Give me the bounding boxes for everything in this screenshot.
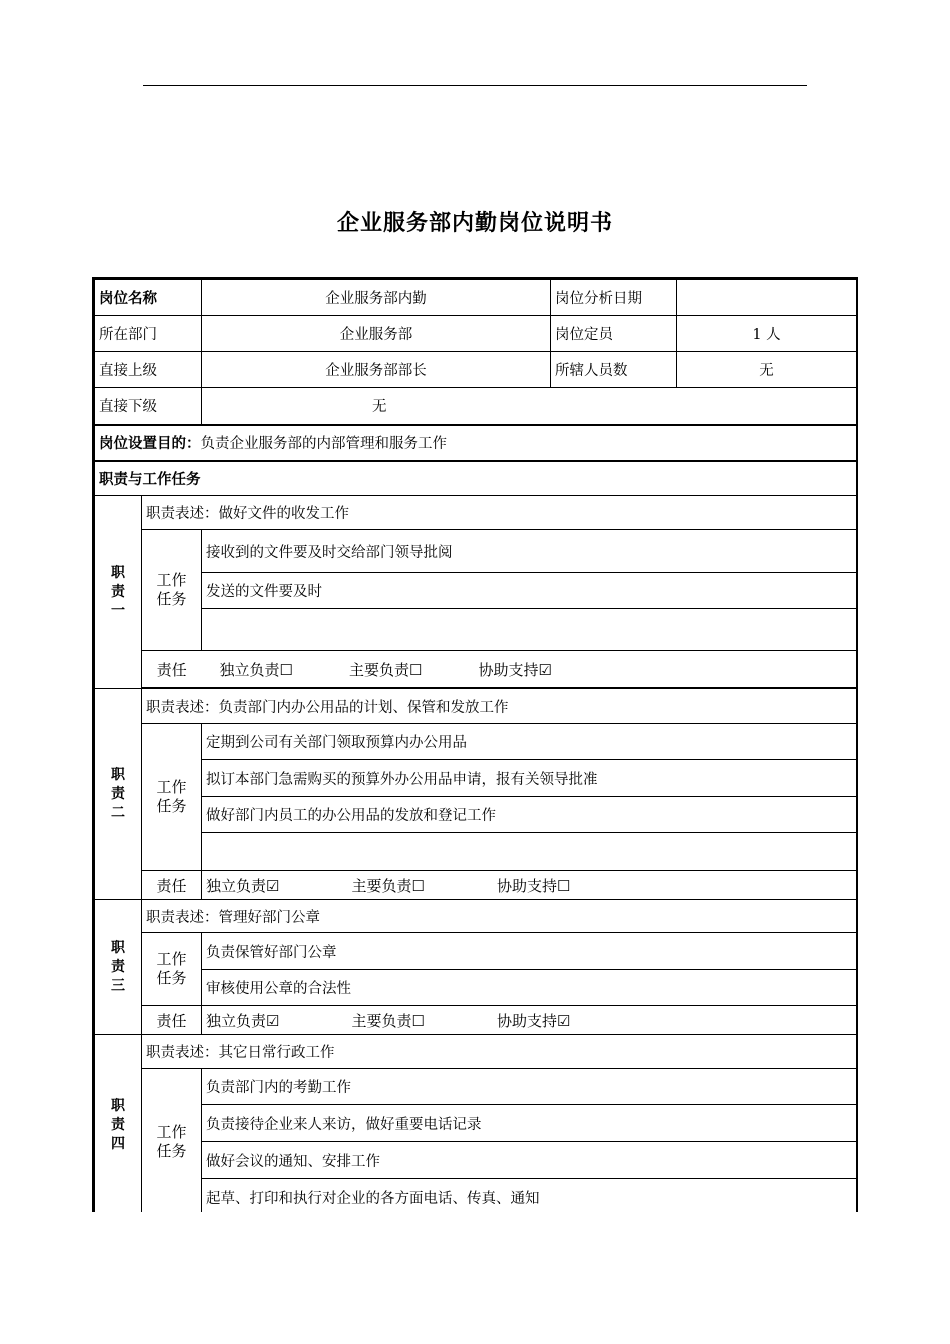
subordinate-label: 直接下级 (95, 388, 202, 425)
duty-1-description-row (95, 496, 857, 530)
headcount-label: 岗位定员 (551, 316, 677, 352)
subordinate-count-label: 所辖人员数 (551, 352, 677, 388)
assist-checkbox[interactable]: ☑ (556, 1011, 571, 1030)
duty-3-label: 职 责 三 (95, 900, 142, 1035)
info-row-dept (95, 316, 857, 352)
headcount-value: 1 人 (677, 316, 857, 352)
duty-3-description: 职责表述：管理好部门公章 (142, 900, 857, 933)
duty-1-task-3 (202, 609, 857, 651)
duty-2-task-row (95, 797, 857, 833)
purpose-label: 岗位设置目的： (99, 436, 201, 452)
duty-2-responsibility-row (95, 871, 857, 900)
duty-4-task-row (95, 1142, 857, 1179)
main-label: 主要负责 (351, 1011, 412, 1030)
duty-4-task-label: 工作 任务 (142, 1069, 202, 1213)
duty-4-task-row (95, 1105, 857, 1142)
purpose-cell (95, 425, 857, 461)
duty-2-task-label: 工作 任务 (142, 724, 202, 871)
department-value: 企业服务部 (202, 316, 551, 352)
duty-2-description: 职责表述：负责部门内办公用品的计划、保管和发放工作 (142, 689, 857, 724)
section-title: 职责与工作任务 (95, 461, 857, 496)
duty-1-task-label: 工作 任务 (142, 530, 202, 651)
purpose-value: 负责企业服务部的内部管理和服务工作 (200, 436, 447, 452)
duty-1-description: 职责表述：做好文件的收发工作 (142, 496, 857, 530)
duty-4-task-4: 起草、打印和执行对企业的各方面电话、传真、通知 (202, 1179, 857, 1213)
header-rule (143, 85, 807, 86)
main-label: 主要负责 (351, 876, 412, 895)
duty-1-task-2: 发送的文件要及时 (202, 573, 857, 609)
duty-2-task-row (95, 724, 857, 760)
independent-label: 独立负责 (206, 876, 267, 895)
subordinate-value: 无 (202, 388, 857, 425)
duty-1-responsibility-label: 责任 (142, 651, 202, 688)
independent-label: 独立负责 (219, 660, 280, 679)
purpose-row (95, 425, 857, 461)
subordinate-count-value: 无 (677, 352, 857, 388)
duty-2-task-2: 拟订本部门急需购买的预算外办公用品申请，报有关领导批准 (202, 760, 857, 797)
position-name-value: 企业服务部内勤 (202, 280, 551, 316)
duty-2-responsibility-options (202, 871, 857, 900)
assist-checkbox[interactable]: ☐ (556, 876, 571, 895)
duty-2-task-1: 定期到公司有关部门领取预算内办公用品 (202, 724, 857, 760)
assist-checkbox[interactable]: ☑ (538, 660, 552, 679)
duty-2-responsibility-label: 责任 (142, 871, 202, 900)
assist-label: 协助支持 (478, 660, 539, 679)
superior-label: 直接上级 (95, 352, 202, 388)
section-title-row (95, 461, 857, 496)
main-checkbox[interactable]: ☐ (408, 660, 423, 679)
duty-3-description-row (95, 900, 857, 933)
duty-1-task-row (95, 573, 857, 609)
duty-1-label: 职 责 一 (95, 496, 142, 689)
duty-1-responsibility-row (95, 651, 857, 688)
document-title: 企业服务部内勤岗位说明书 (336, 211, 613, 236)
duty-1-task-row (95, 609, 857, 651)
duty-1-task-1: 接收到的文件要及时交给部门领导批阅 (202, 530, 857, 573)
analysis-date-label: 岗位分析日期 (551, 280, 677, 316)
duty-1-task-row (95, 530, 857, 573)
duty-1-responsibility-options (202, 651, 857, 688)
duty-4-task-row (95, 1069, 857, 1105)
duty-4-description: 职责表述：其它日常行政工作 (142, 1035, 857, 1069)
duty-2-task-row (95, 760, 857, 797)
duty-2-task-4 (202, 833, 857, 871)
independent-checkbox[interactable]: ☑ (266, 1011, 280, 1030)
duty-4-task-2: 负责接待企业来人来访，做好重要电话记录 (202, 1105, 857, 1142)
position-name-label: 岗位名称 (95, 280, 202, 316)
duty-4-task-3: 做好会议的通知、安排工作 (202, 1142, 857, 1179)
duty-3-responsibility-label: 责任 (142, 1006, 202, 1035)
duty-4-task-row (95, 1179, 857, 1213)
duty-3-task-row (95, 970, 857, 1006)
duty-3-responsibility-row (95, 1006, 857, 1035)
duty-3-task-row (95, 933, 857, 970)
assist-label: 协助支持 (496, 1011, 557, 1030)
main-checkbox[interactable]: ☐ (411, 1011, 425, 1030)
duty-2-description-row (95, 689, 857, 724)
duty-3-task-2: 审核使用公章的合法性 (202, 970, 857, 1006)
info-row-name (95, 280, 857, 316)
main-checkbox[interactable]: ☐ (411, 876, 425, 895)
duty-4-label: 职 责 四 (95, 1035, 142, 1213)
duty-2-task-3: 做好部门内员工的办公用品的发放和登记工作 (202, 797, 857, 833)
job-description-form (92, 277, 858, 1212)
info-row-superior (95, 352, 857, 388)
duty-3-responsibility-options (202, 1006, 857, 1035)
independent-checkbox[interactable]: ☐ (279, 660, 293, 679)
duty-3-task-1: 负责保管好部门公章 (202, 933, 857, 970)
department-label: 所在部门 (95, 316, 202, 352)
analysis-date-value (677, 280, 857, 316)
info-row-subordinate (95, 388, 857, 425)
assist-label: 协助支持 (496, 876, 557, 895)
duty-4-task-1: 负责部门内的考勤工作 (202, 1069, 857, 1105)
duty-2-task-row (95, 833, 857, 871)
independent-checkbox[interactable]: ☑ (266, 876, 280, 895)
duty-2-label: 职 责 二 (95, 689, 142, 900)
duty-4-description-row (95, 1035, 857, 1069)
main-label: 主要负责 (348, 660, 409, 679)
duty-3-task-label: 工作 任务 (142, 933, 202, 1006)
independent-label: 独立负责 (206, 1011, 267, 1030)
superior-value: 企业服务部部长 (202, 352, 551, 388)
